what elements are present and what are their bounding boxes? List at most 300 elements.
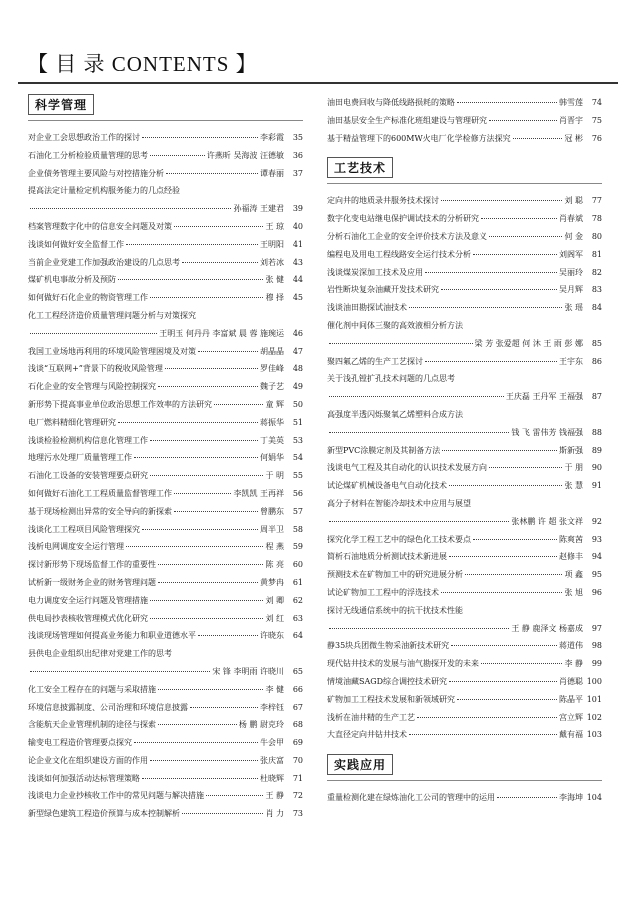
entry-authors: 穆 择 [265,293,284,303]
entry-title: 浅谈如何做好安全监督工作 [28,239,124,249]
entry-authors: 李海坤 [559,793,583,803]
entry-page-number: 56 [292,488,303,498]
entry-page-number: 44 [292,275,303,285]
entry-page-number: 45 [292,293,303,303]
toc-entry[interactable] [327,94,602,112]
entry-title: 预测技术在矿物加工中的研究进展分析 [327,570,463,580]
entry-page-number: 70 [292,755,303,765]
leader-dots [441,289,557,290]
leader-dots [142,137,258,138]
toc-entry[interactable] [327,317,602,335]
entry-authors: 张 健 [265,275,284,285]
entry-title: 地理污水处理厂质量管理工作 [28,453,132,463]
entry-authors: 宫立辉 [559,712,583,722]
toc-entry[interactable] [28,396,303,414]
leader-dots [329,343,473,344]
leader-dots [174,226,263,227]
toc-entry[interactable] [327,406,602,424]
entry-page-number: 89 [591,445,602,455]
toc-entry[interactable] [28,734,303,752]
entry-authors: 曾鹏东 [260,506,284,516]
leader-dots [150,618,263,619]
entry-title: 供电局抄表核收管理模式优化研究 [28,613,148,623]
entry-page-number: 88 [591,427,602,437]
contents-header: 【 目 录 CONTENTS 】 [27,52,258,76]
section-heading: 工艺技术 [327,157,393,178]
entry-authors: 冠 彬 [564,133,583,143]
entry-title: 煤矿机电事故分析及预防 [28,275,116,285]
entry-title: 新型PVC涂膜定剂及其制备方法 [327,445,441,455]
toc-entry[interactable] [28,716,303,734]
entry-page-number: 84 [591,303,602,313]
entry-title: 探讨新形势下现场监督工作的重要性 [28,560,156,570]
entry-authors: 王明玉 何丹丹 李富斌 晨 蓉 施琬运 [159,328,284,338]
toc-entry[interactable] [28,200,303,218]
entry-authors: 张 瑶 [564,303,583,313]
entry-title: 试论煤矿机械设备电气自动化技术 [327,481,447,491]
toc-entry[interactable] [327,370,602,388]
entry-title: 现代钻井技术的发展与油气勘探开发的未来 [327,659,479,669]
leader-dots [158,564,263,565]
leader-dots [425,272,557,273]
entry-page-number: 95 [591,570,602,580]
leader-dots [150,440,258,441]
entry-page-number: 66 [292,684,303,694]
toc-entry[interactable] [327,531,602,549]
entry-page-number: 99 [591,659,602,669]
entry-page-number: 43 [292,257,303,267]
entry-page-number: 58 [292,524,303,534]
toc-entry[interactable] [28,752,303,770]
leader-dots [449,681,557,682]
entry-title: 石油化工分析检验质量管理的思考 [28,150,148,160]
toc-entry[interactable] [327,192,602,210]
leader-dots [441,592,562,593]
entry-title: 县供电企业组织出纪律对党建工作的思考 [28,649,172,659]
toc-entry[interactable] [28,165,303,183]
entry-title: 浅谈检验检测机构信息化管理工作 [28,435,148,445]
entry-title: 电力调度安全运行问题及管理措施 [28,595,148,605]
entry-page-number: 41 [292,239,303,249]
entry-page-number: 61 [292,577,303,587]
toc-entry[interactable] [28,307,303,325]
leader-dots [489,120,557,121]
toc-entry[interactable] [28,218,303,236]
entry-page-number: 46 [292,328,303,338]
entry-title: 高强度半透闪烁聚氧乙烯塑料合成方法 [327,409,463,419]
entry-title: 含能航天企业管理机制的途径与探索 [28,720,156,730]
leader-dots [190,707,258,708]
entry-page-number: 98 [591,641,602,651]
entry-title: 浅谈煤炭深加工技术及应用 [327,267,423,277]
entry-authors: 李彩霞 [260,133,284,142]
entry-page-number: 81 [591,249,602,259]
entry-authors: 蒋道伟 [559,641,583,651]
toc-entry[interactable] [327,130,602,148]
entry-authors: 韩雪莲 [559,98,583,107]
leader-dots [449,556,557,557]
entry-authors: 杜晓辉 [260,773,284,783]
entry-authors: 李梓钰 [260,702,284,712]
entry-title: 催化剂中间体三聚的高效液相分析方法 [327,320,463,330]
entry-authors: 陈爽茜 [559,534,583,544]
toc-entry[interactable] [327,637,602,655]
leader-dots [30,333,157,334]
entry-authors: 童 辉 [265,399,284,409]
leader-dots [214,404,263,405]
entry-page-number: 96 [591,587,602,597]
entry-page-number: 59 [292,542,303,552]
toc-entry[interactable] [327,210,602,228]
left-column [28,94,303,829]
leader-dots [158,689,263,690]
entry-authors: 魏子艺 [260,382,284,392]
section-heading: 实践应用 [327,754,393,775]
toc-entry[interactable] [28,485,303,503]
leader-dots [497,797,557,798]
leader-dots [417,717,557,718]
section-rule [327,183,602,184]
toc-entry[interactable] [327,299,602,317]
entry-title: 探讨无线通信系统中的抗干扰技术性能 [327,605,463,615]
entry-page-number: 40 [292,221,303,231]
entry-title: 浅析电网调度安全运行管理 [28,542,124,552]
entry-page-number: 57 [292,506,303,516]
entry-title: 如何做好石油化工工程质量监督管理工作 [28,488,172,498]
leader-dots [489,467,562,468]
toc-entry[interactable] [327,264,602,282]
entry-authors: 李凯凯 王再祥 [233,488,284,498]
entry-authors: 王明阳 [260,239,284,249]
leader-dots [158,582,258,583]
entry-page-number: 65 [292,666,303,676]
entry-authors: 周半卫 [260,524,284,534]
entry-title: 重量检测化建在绿炼油化工公司的管理中的运用 [327,793,495,803]
toc-entry[interactable] [327,726,602,744]
entry-page-number: 74 [591,98,602,107]
entry-authors: 肖春斌 [559,214,583,224]
entry-page-number: 69 [292,738,303,748]
entry-title: 电厂燃料精细化管理研究 [28,417,116,427]
entry-title: 高分子材料在智能冷却技术中应用与展望 [327,498,471,508]
leader-dots [150,760,258,761]
entry-authors: 张林鹏 许 超 张文祥 [511,516,583,526]
entry-authors: 王 静 [265,791,284,801]
section-heading: 科学管理 [28,94,94,115]
toc-entry[interactable] [28,699,303,717]
toc-entry[interactable] [28,574,303,592]
entry-authors: 斯新强 [559,445,583,455]
entry-page-number: 37 [292,168,303,178]
entry-page-number: 54 [292,453,303,463]
entry-page-number: 73 [292,809,303,819]
entry-authors: 陈晶平 [559,694,583,704]
entry-authors: 于 明 [265,471,284,481]
toc-entry[interactable] [28,254,303,272]
entry-title: 大直径定向井钻井技术 [327,730,407,740]
entry-title: 简析石油地质分析测试技术新进展 [327,552,447,562]
entry-authors: 王宇东 [559,356,583,366]
toc-entry[interactable] [28,610,303,628]
toc-entry[interactable] [327,442,602,460]
entry-page-number: 90 [591,463,602,473]
leader-dots [182,813,263,814]
entry-title: 论企业文化在组织建设方面的作用 [28,755,148,765]
toc-entry[interactable] [28,681,303,699]
entry-page-number: 76 [591,133,602,143]
entry-authors: 许晓东 [260,631,284,641]
entry-title: 矿物加工工程技术发展和新领域研究 [327,694,455,704]
entry-authors: 宋 锋 李明雨 许晓川 [212,666,284,676]
toc-entry[interactable] [28,325,303,343]
leader-dots [118,279,263,280]
leader-dots [150,475,263,476]
leader-dots [329,432,509,433]
entry-page-number: 35 [292,133,303,142]
entry-title: 输变电工程造价管理要点探究 [28,738,132,748]
toc-entry[interactable] [327,477,602,495]
entry-title: 浅析在油井精的生产工艺 [327,712,415,722]
entry-title: 定向井的地质录井服务技术探讨 [327,196,439,206]
leader-dots [451,645,557,646]
entry-page-number: 51 [292,417,303,427]
leader-dots [166,173,258,174]
entry-title: 对企业工会思想政治工作的探讨 [28,133,140,142]
toc-entry[interactable] [327,281,602,299]
entry-page-number: 93 [591,534,602,544]
entry-title: 油田电费回收与降低线路损耗的策略 [327,98,455,107]
toc-entry[interactable] [28,129,303,147]
entry-authors: 谭春丽 [260,168,284,178]
entry-title: 浅谈“互联网+”背景下的税收风险管理 [28,364,163,374]
toc-entry[interactable] [327,584,602,602]
entry-title: 我国工业场地再利用的环境风险管理困境及对策 [28,346,196,356]
entry-authors: 肖德聪 [559,676,583,686]
toc-entry[interactable] [28,645,303,663]
toc-entry[interactable] [327,566,602,584]
right-column [327,94,602,813]
entry-page-number: 47 [292,346,303,356]
entry-authors: 程 燕 [265,542,284,552]
entry-authors: 肖 力 [265,809,284,819]
toc-entry[interactable] [28,360,303,378]
entry-page-number: 55 [292,471,303,481]
leader-dots [441,200,562,201]
toc-entry[interactable] [327,602,602,620]
entry-title: 分析石油化工企业的安全评价技术方法及意义 [327,231,487,241]
entry-page-number: 87 [591,392,602,402]
entry-authors: 张 旭 [564,587,583,597]
header-rule [18,82,618,84]
toc-entry[interactable] [28,343,303,361]
entry-page-number: 63 [292,613,303,623]
toc-entry[interactable] [327,112,602,130]
leader-dots [206,795,263,796]
entry-authors: 胡晶晶 [260,346,284,356]
entry-page-number: 68 [292,720,303,730]
section-rule [327,780,602,781]
leader-dots [142,529,258,530]
entry-title: 聚四氟乙烯的生产工艺探讨 [327,356,423,366]
toc-entry[interactable] [28,147,303,165]
entry-title: 浅谈如何加强活动达标管理策略 [28,773,140,783]
leader-dots [473,539,557,540]
entry-page-number: 92 [591,516,602,526]
leader-dots [118,422,258,423]
entry-authors: 刘若冰 [260,257,284,267]
toc-entry[interactable] [327,789,602,807]
toc-entry[interactable] [28,378,303,396]
entry-title: 环境信息披露制度、公司治理和环境信息披露 [28,702,188,712]
entry-authors: 赵修丰 [559,552,583,562]
toc-entry[interactable] [28,556,303,574]
entry-authors: 丁美英 [260,435,284,445]
toc-entry[interactable] [28,289,303,307]
entry-authors: 黄梦冉 [260,577,284,587]
entry-title: 新形势下提高事业单位政治思想工作效率的方法研究 [28,399,212,409]
entry-authors: 杨 鹏 尉克玲 [238,720,284,730]
entry-authors: 张庆富 [260,755,284,765]
entry-page-number: 62 [292,595,303,605]
toc-entry[interactable] [327,495,602,513]
leader-dots [457,699,557,700]
leader-dots [30,671,210,672]
entry-page-number: 48 [292,364,303,374]
leader-dots [174,493,231,494]
entry-authors: 张 慧 [564,481,583,491]
leader-dots [489,236,562,237]
entry-title: 浅谈现场管理如何提高业务能力和职业道德水平 [28,631,196,641]
toc-entry[interactable] [28,271,303,289]
entry-authors: 梁 芳 张爱超 何 沐 王 雨 彭 娜 [474,338,583,348]
entry-page-number: 72 [292,791,303,801]
toc-entry[interactable] [327,228,602,246]
entry-authors: 项 鑫 [564,570,583,580]
entry-authors: 李 静 [564,659,583,669]
entry-page-number: 103 [586,730,602,740]
leader-dots [150,155,205,156]
entry-authors: 吴月辉 [559,285,583,295]
entry-page-number: 91 [591,481,602,491]
entry-title: 提高法定计量检定机构服务能力的几点经验 [28,186,180,196]
leader-dots [329,521,509,522]
toc-entry[interactable] [28,503,303,521]
leader-dots [465,574,562,575]
toc-entry[interactable] [28,592,303,610]
entry-title: 浅谈油田勘探试油技术 [327,303,407,313]
entry-title: 情境油藏SAGD综合调控技术研究 [327,676,448,686]
toc-entry[interactable] [28,432,303,450]
toc-entry[interactable] [327,335,602,353]
toc-entry[interactable] [327,673,602,691]
toc-entry[interactable] [28,467,303,485]
entry-authors: 刘 卿 [265,595,284,605]
entry-title: 企业债务管理主要风险与对控措施分析 [28,168,164,178]
entry-authors: 戴有福 [559,730,583,740]
entry-title: 静35块兵团微生物采油新技术研究 [327,641,450,651]
entry-title: 试论矿物加工工程中的浮选技术 [327,587,439,597]
entry-page-number: 85 [591,338,602,348]
entry-authors: 刘阁军 [559,249,583,259]
entry-authors: 王 琼 [265,221,284,231]
entry-authors: 陈 亮 [265,560,284,570]
leader-dots [142,778,258,779]
entry-authors: 于 朋 [564,463,583,473]
entry-title: 档案管理数字化中的信息安全问题及对策 [28,221,172,231]
entry-authors: 钱 飞 雷伟芳 钱福强 [511,427,583,437]
entry-authors: 罗佳峰 [260,364,284,374]
entry-page-number: 53 [292,435,303,445]
entry-title: 基于精益管理下的600MW火电厂化学检修方法探究 [327,133,511,143]
toc-entry[interactable] [28,521,303,539]
entry-authors: 肖晋宇 [559,115,583,125]
leader-dots [442,450,557,451]
toc-entry[interactable] [327,246,602,264]
entry-authors: 许燕昕 吴海波 汪德敏 [206,150,284,160]
leader-dots [174,511,258,512]
toc-entry[interactable] [28,770,303,788]
entry-title: 油田基层安全生产标准化班组建设与管理研究 [327,115,487,125]
toc-entry[interactable] [327,655,602,673]
entry-authors: 牛会甲 [260,738,284,748]
entry-title: 浅谈电力企业抄核收工作中的常见问题与解决措施 [28,791,204,801]
toc-entry[interactable] [28,538,303,556]
leader-dots [329,628,509,629]
toc-entry[interactable] [327,424,602,442]
entry-page-number: 64 [292,631,303,641]
leader-dots [150,297,263,298]
entry-page-number: 82 [591,267,602,277]
leader-dots [198,635,258,636]
entry-page-number: 39 [292,204,303,214]
entry-title: 探究化学工程工艺中的绿色化工技术要点 [327,534,471,544]
toc-entry[interactable] [327,709,602,727]
toc-entry[interactable] [28,449,303,467]
leader-dots [457,102,557,103]
entry-page-number: 60 [292,560,303,570]
leader-dots [481,218,557,219]
toc-entry[interactable] [28,627,303,645]
leader-dots [198,351,258,352]
toc-entry[interactable] [28,414,303,432]
leader-dots [329,396,504,397]
toc-entry[interactable] [28,663,303,681]
toc-entry[interactable] [28,805,303,823]
toc-entry[interactable] [327,620,602,638]
entry-authors: 蒋振华 [260,417,284,427]
entry-page-number: 102 [586,712,602,722]
leader-dots [126,546,263,547]
toc-entry[interactable] [327,513,602,531]
toc-entry[interactable] [28,236,303,254]
entry-page-number: 97 [591,623,602,633]
toc-entry[interactable] [327,459,602,477]
entry-page-number: 86 [591,356,602,366]
entry-title: 石化企业的安全管理与风险控制探究 [28,382,156,392]
leader-dots [425,361,557,362]
leader-dots [182,262,258,263]
entry-page-number: 77 [591,196,602,206]
entry-title: 石油化工设备的安装管理要点研究 [28,471,148,481]
entry-authors: 刘 红 [265,613,284,623]
toc-entry[interactable] [327,353,602,371]
toc-entry[interactable] [327,548,602,566]
entry-authors: 孙福涛 王建君 [233,204,284,214]
toc-entry[interactable] [327,388,602,406]
toc-entry[interactable] [28,787,303,805]
toc-entry[interactable] [28,182,303,200]
toc-entry[interactable] [327,691,602,709]
